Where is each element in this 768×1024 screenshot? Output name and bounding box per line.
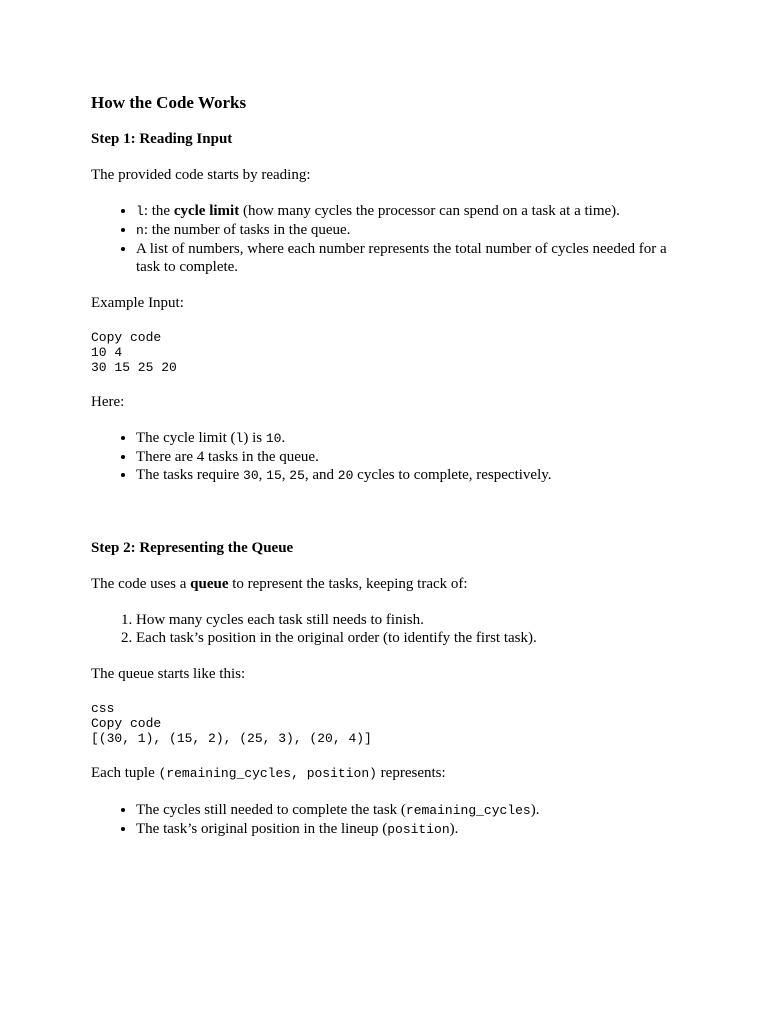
list-item: • There are 4 tasks in the queue.	[136, 448, 681, 466]
here-label: Here:	[91, 394, 125, 410]
copy-code-label: Copy code	[91, 716, 162, 731]
tuple-description: Each tuple (remaining_cycles, position) represents:	[91, 765, 446, 781]
step1-heading: Step 1: Reading Input	[91, 131, 233, 147]
list-item: • n: the number of tasks in the queue.	[136, 221, 681, 240]
bold-term: queue	[190, 576, 229, 592]
tracking-list	[91, 611, 681, 647]
list-item: 2. Each task’s position in the original order (to identify the first task).	[136, 629, 681, 647]
list-item: 1. How many cycles each task still needs to finish.	[136, 611, 681, 629]
inline-code: l	[136, 204, 144, 219]
bold-term: cycle limit	[173, 203, 240, 219]
list-item: • The cycle limit (l) is 10.	[136, 429, 681, 448]
queue-code-block: css Copy code [(30, 1), (15, 2), (25, 3), (20, 4)]	[91, 701, 372, 746]
list-item: • A list of numbers, where each number represents the total number of cycles needed for a task to complete.	[136, 240, 681, 276]
here-list	[91, 429, 681, 485]
input-list	[91, 202, 681, 276]
list-item: • The task’s original position in the lineup (position).	[136, 820, 681, 839]
example-code-block: Copy code 10 4 30 15 25 20	[91, 330, 177, 375]
step1-intro: The provided code starts by reading:	[91, 167, 311, 183]
step2-intro: The code uses a queue to represent the tasks, keeping track of:	[91, 576, 468, 592]
queue-label: The queue starts like this:	[91, 666, 246, 682]
list-item: • l: the cycle limit (how many cycles the processor can spend on a task at a time).	[136, 202, 681, 221]
example-label: Example Input:	[91, 295, 184, 311]
list-item: • The cycles still needed to complete the task (remaining_cycles).	[136, 801, 681, 820]
step2-heading: Step 2: Representing the Queue	[91, 540, 294, 556]
page-title: How the Code Works	[91, 93, 247, 112]
document-content	[91, 92, 681, 839]
code-language-label: css	[91, 701, 115, 716]
tuple-list	[91, 801, 681, 839]
inline-code: n	[136, 223, 144, 238]
list-item: • The tasks require 30, 15, 25, and 20 cycles to complete, respectively.	[136, 466, 681, 485]
copy-code-label: Copy code	[91, 330, 162, 345]
inline-code: (remaining_cycles, position)	[158, 766, 377, 781]
